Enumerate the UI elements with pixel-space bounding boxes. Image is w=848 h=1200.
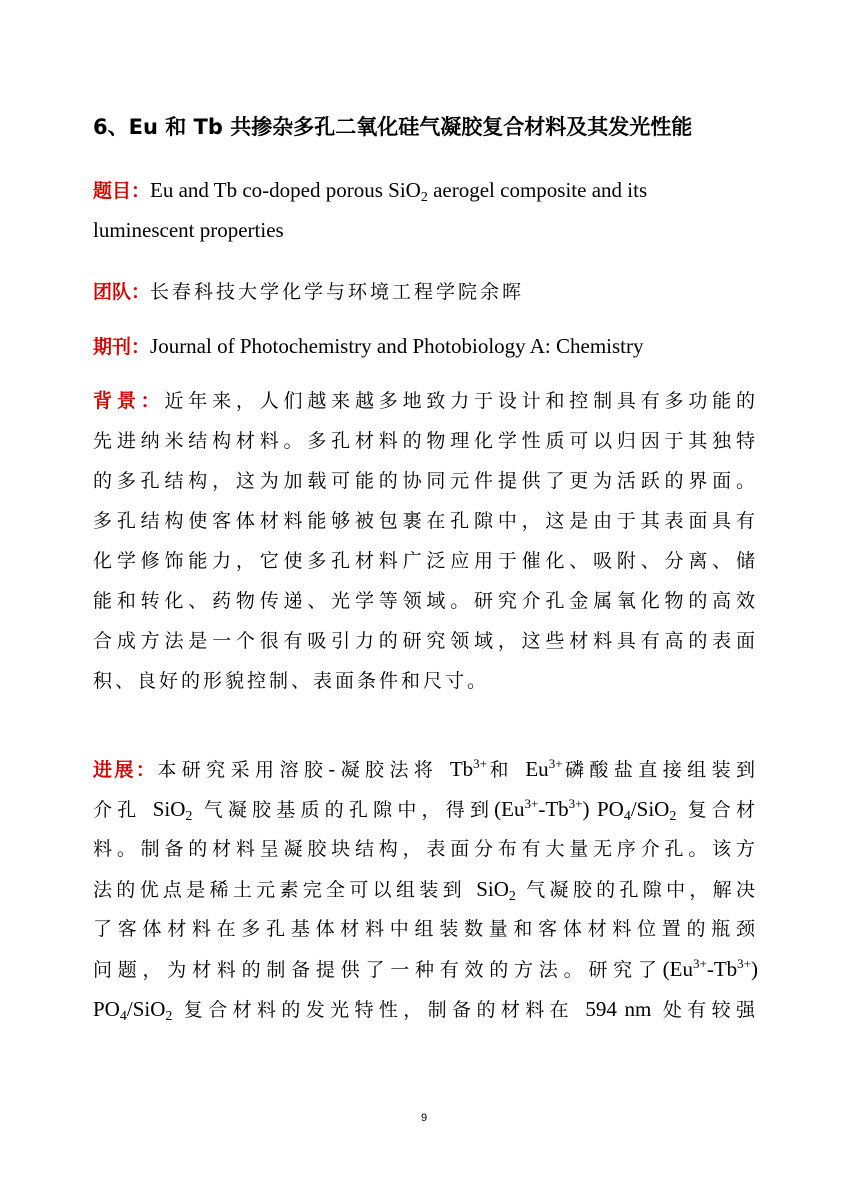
progress-section bbox=[93, 749, 758, 1029]
superscript: 3+ bbox=[524, 796, 539, 811]
journal-section bbox=[93, 326, 758, 366]
subscript: 2 bbox=[508, 889, 516, 904]
topic-subscript: 2 bbox=[420, 190, 428, 205]
progress-text: 和 bbox=[487, 759, 526, 781]
topic-text-line2: luminescent properties bbox=[93, 218, 284, 242]
background-line: 先进纳米结构材料。多孔材料的物理化学性质可以归因于其独特 bbox=[93, 430, 758, 452]
formula: (Eu bbox=[494, 797, 525, 821]
progress-text: Eu bbox=[525, 757, 549, 781]
article-title: 6、Eu 和 Tb 共掺杂多孔二氧化硅气凝胶复合材料及其发光性能 bbox=[93, 115, 693, 139]
formula: -Tb bbox=[706, 957, 738, 981]
formula: PO bbox=[93, 997, 120, 1021]
background-line: 近年来，人们越来越多地致力于设计和控制具有多功能的 bbox=[164, 390, 758, 412]
formula: -Tb bbox=[538, 797, 569, 821]
background-line: 多孔结构使客体材料能够被包裹在孔隙中，这是由于其表面具有 bbox=[93, 510, 758, 532]
superscript: 3+ bbox=[568, 796, 583, 811]
subscript: 2 bbox=[165, 1009, 173, 1024]
progress-text: 处有较强 bbox=[651, 999, 758, 1021]
subscript: 4 bbox=[623, 809, 631, 824]
superscript: 3+ bbox=[473, 756, 488, 771]
formula: /SiO bbox=[126, 997, 166, 1021]
background-line: 的多孔结构，这为加载可能的协同元件提供了更为活跃的界面。 bbox=[93, 470, 758, 492]
progress-text: 法的优点是稀土元素完全可以组装到 bbox=[93, 879, 477, 901]
progress-text: 磷酸盐直接组装到 bbox=[562, 759, 758, 781]
background-line: 合成方法是一个很有吸引力的研究领域，这些材料具有高的表面 bbox=[93, 630, 758, 652]
page-number: 9 bbox=[420, 1112, 428, 1124]
background-line: 积、良好的形貌控制、表面条件和尺寸。 bbox=[93, 670, 490, 692]
progress-text: 问题，为材料的制备提供了一种有效的方法。研究了 bbox=[93, 959, 663, 981]
superscript: 3+ bbox=[548, 756, 563, 771]
superscript: 3+ bbox=[692, 956, 707, 971]
topic-text-part1: Eu and Tb co-doped porous SiO bbox=[150, 178, 421, 202]
subscript: 2 bbox=[669, 809, 677, 824]
progress-text: SiO bbox=[152, 797, 186, 821]
superscript: 3+ bbox=[737, 956, 751, 971]
journal-label: 期刊： bbox=[93, 336, 151, 358]
progress-text: 气凝胶的孔隙中，解决 bbox=[515, 879, 758, 901]
subscript: 2 bbox=[185, 809, 193, 824]
formula: ) bbox=[751, 957, 758, 981]
formula: (Eu bbox=[662, 957, 693, 981]
progress-text: 气凝胶基质的孔隙中，得到 bbox=[192, 799, 495, 821]
formula: /SiO bbox=[630, 797, 670, 821]
topic-label: 题目： bbox=[93, 180, 151, 202]
progress-text: 复合材料的发光特性，制备的材料在 bbox=[172, 999, 586, 1021]
progress-text: 本研究采用溶胶-凝胶法将 bbox=[157, 759, 450, 781]
team-label: 团队： bbox=[93, 281, 151, 303]
background-line: 化学修饰能力，它使多孔材料广泛应用于催化、吸附、分离、储 bbox=[93, 550, 758, 572]
team-text: 长春科技大学化学与环境工程学院余晖 bbox=[150, 281, 525, 303]
formula: ) PO bbox=[582, 797, 624, 821]
progress-text: 594 nm bbox=[585, 997, 652, 1021]
background-label: 背景： bbox=[93, 390, 165, 412]
topic-text-part2: aerogel composite and its bbox=[427, 178, 648, 202]
progress-text: SiO bbox=[476, 877, 509, 901]
topic-section bbox=[93, 170, 758, 250]
progress-text: 复合材 bbox=[676, 799, 759, 821]
background-section bbox=[93, 381, 758, 701]
progress-text: 料。制备的材料呈凝胶块结构，表面分布有大量无序介孔。该方 bbox=[93, 838, 758, 860]
progress-text: 了客体材料在多孔基体材料中组装数量和客体材料位置的瓶颈 bbox=[93, 918, 758, 940]
team-section bbox=[93, 271, 758, 311]
progress-text: 介孔 bbox=[93, 799, 153, 821]
progress-label: 进展： bbox=[93, 759, 158, 781]
subscript: 4 bbox=[119, 1009, 127, 1024]
background-line: 能和转化、药物传递、光学等领域。研究介孔金属氧化物的高效 bbox=[93, 590, 758, 612]
progress-text: Tb bbox=[449, 757, 474, 781]
journal-text: Journal of Photochemistry and Photobiology A: Chemistry bbox=[150, 334, 644, 358]
